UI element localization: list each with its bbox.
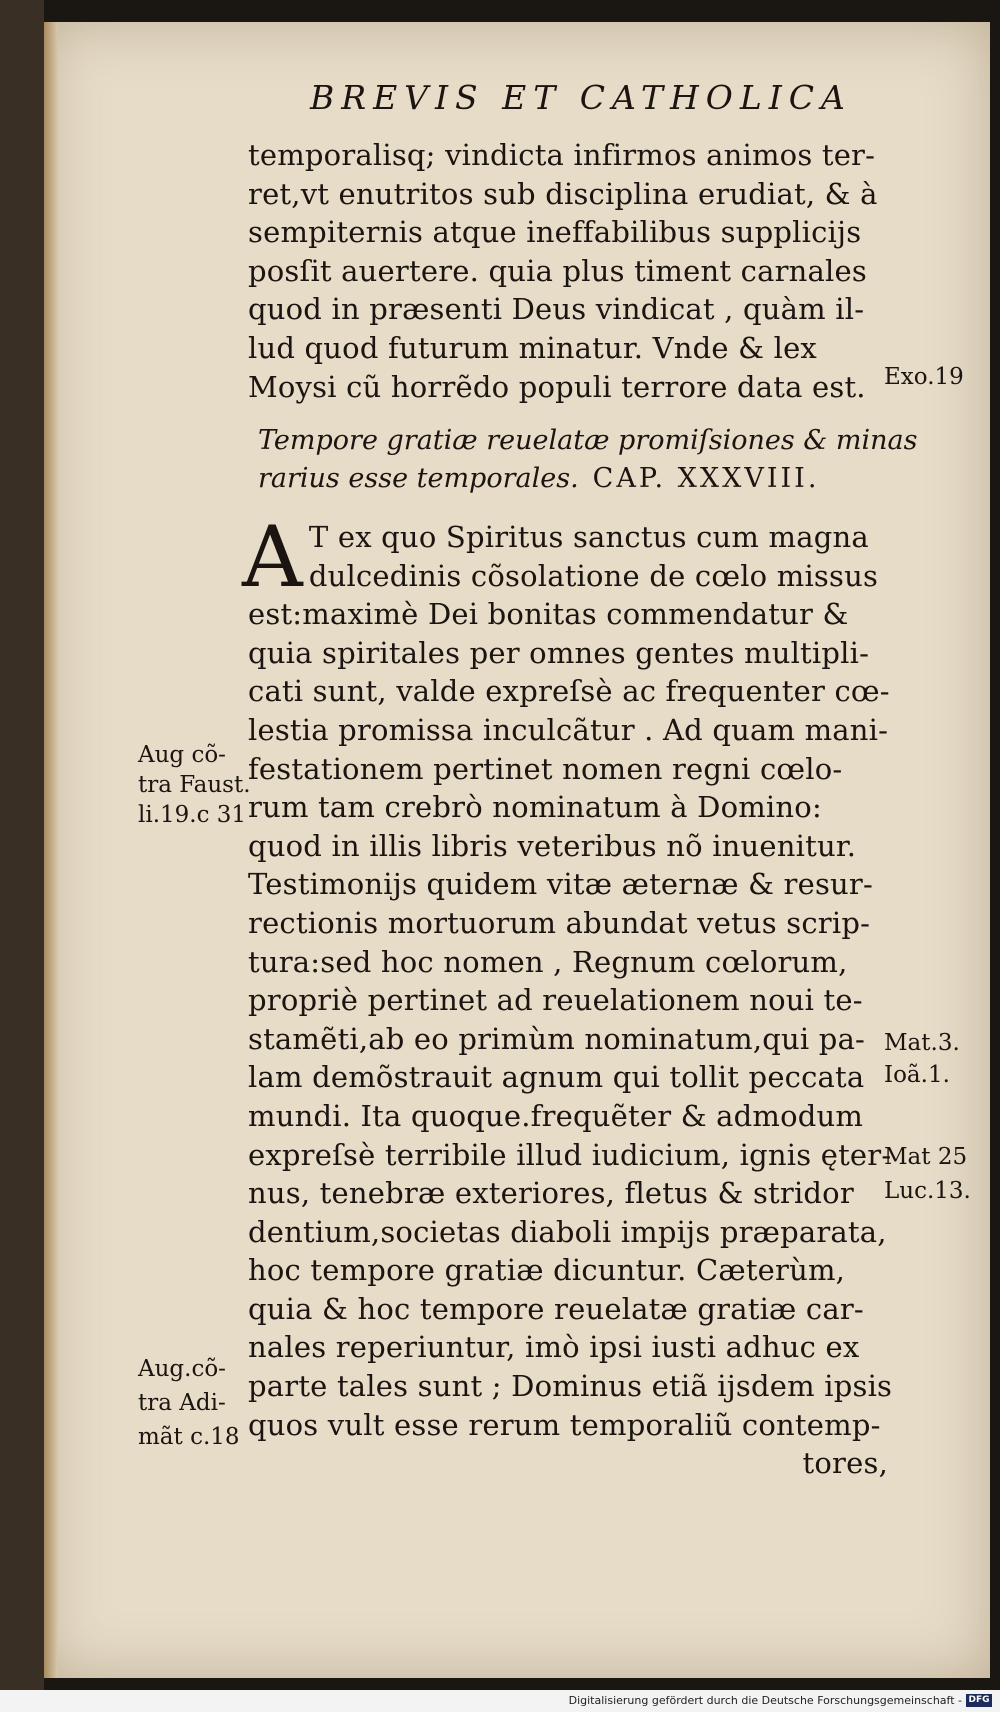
text-line: rum tam crebrò nominatum à Domino: [248,790,822,825]
text-line: quos vult esse rerum temporaliũ contemp- [248,1407,881,1442]
margin-note-aug-faust-2: tra Faust. [138,772,251,798]
text-line: nus, tenebræ exteriores, fletus & stridor [248,1176,854,1211]
text-line: quod in illis libris veteribus nõ inuenitur. [248,828,857,863]
running-head: BREVIS ET CATHOLICA [310,78,852,117]
text-block-1 [248,136,888,406]
text-line: lam demõstrauit agnum qui tollit peccata [248,1060,865,1095]
margin-note-aug-faust-3: li.19.c 31 [138,802,247,828]
margin-note-aug-faust-1: Aug cõ- [138,742,226,768]
margin-note-mat3: Mat.3. [884,1030,960,1056]
text-line: tura:sed hoc nomen , Regnum cœlorum, [248,944,848,979]
text-line: hoc tempore gratiæ dicuntur. Cæterùm, [248,1253,846,1288]
dfg-logo-icon: DFG [966,1694,992,1707]
drop-cap: A [242,508,303,606]
text-line: Moysi cũ horrẽdo populi terrore data est. [248,369,866,404]
text-line: dentium,societas diaboli impijs præparata, [248,1214,887,1249]
heading-line-2 [258,460,878,498]
heading-text: rarius esse temporales. [258,463,579,494]
text-line: ret,vt enutritos sub disciplina erudiat, & à [248,176,878,211]
text-line: rectionis mortuorum abundat vetus scrip- [248,905,871,940]
text-line: nales reperiuntur, imò ipsi iusti adhuc ex [248,1330,860,1365]
margin-note-aug-adim-1: Aug.cõ- [138,1356,226,1382]
heading-line: Tempore gratiæ reuelatæ promiſsiones & minas [258,425,918,456]
text-line: lestia promissa inculcãtur . Ad quam mani- [248,712,889,747]
text-line: quia spiritales per omnes gentes multipli- [248,635,870,670]
text-line: propriè pertinet ad reuelationem noui te- [248,983,863,1018]
margin-note-mat25: Mat 25 [884,1144,968,1170]
text-line: posſit auertere. quia plus timent carnales [248,253,867,288]
chapter-heading [258,422,918,498]
margin-note-exo: Exo.19 [884,364,964,390]
text-line: quod in præsenti Deus vindicat , quàm il- [248,292,865,327]
text-line: cati sunt, valde expreſsè ac frequenter cœ- [248,674,890,709]
margin-note-aug-adim-2: tra Adi- [138,1390,226,1416]
book-edge [0,0,44,1712]
text-line: dulcedinis cõsolatione de cœlo missus [308,558,879,593]
text-line: festationem pertinet nomen regni cœlo- [248,751,843,786]
text-line: lud quod futurum minatur. Vnde & lex [248,330,817,365]
text-line: expreſsè terribile illud iudicium, ignis ęter- [248,1137,892,1172]
chapter-number: CAP. XXXVIII. [592,463,820,494]
footer-credit: Digitalisierung gefördert durch die Deutsche Forschungsgemeinschaft - [568,1694,962,1707]
text-line: sempiternis atque ineffabilibus supplicijs [248,215,862,250]
catchword: tores, [802,1446,888,1481]
text-line: mundi. Ita quoque.frequẽter & admodum [248,1098,864,1133]
text-line: est:maximè Dei bonitas commendatur & [248,597,849,632]
text-block-2 [242,508,893,1483]
text-line: quia & hoc tempore reuelatæ gratiæ car- [248,1291,864,1326]
text-line: Testimonijs quidem vitæ æternæ & resur- [248,867,873,902]
margin-note-ioa1: Ioã.1. [884,1062,950,1088]
text-line: T ex quo Spiritus sanctus cum magna [308,520,869,554]
margin-note-aug-adim-3: mãt c.18 [138,1424,240,1450]
page-gutter [44,22,58,1678]
margin-note-luc13: Luc.13. [884,1178,971,1204]
text-line: stamẽti,ab eo primùm nominatum,qui pa- [248,1021,866,1056]
text-line: temporalisq; vindicta infirmos animos ter- [248,138,876,172]
text-line: parte tales sunt ; Dominus etiã ijsdem ipsis [248,1369,893,1404]
